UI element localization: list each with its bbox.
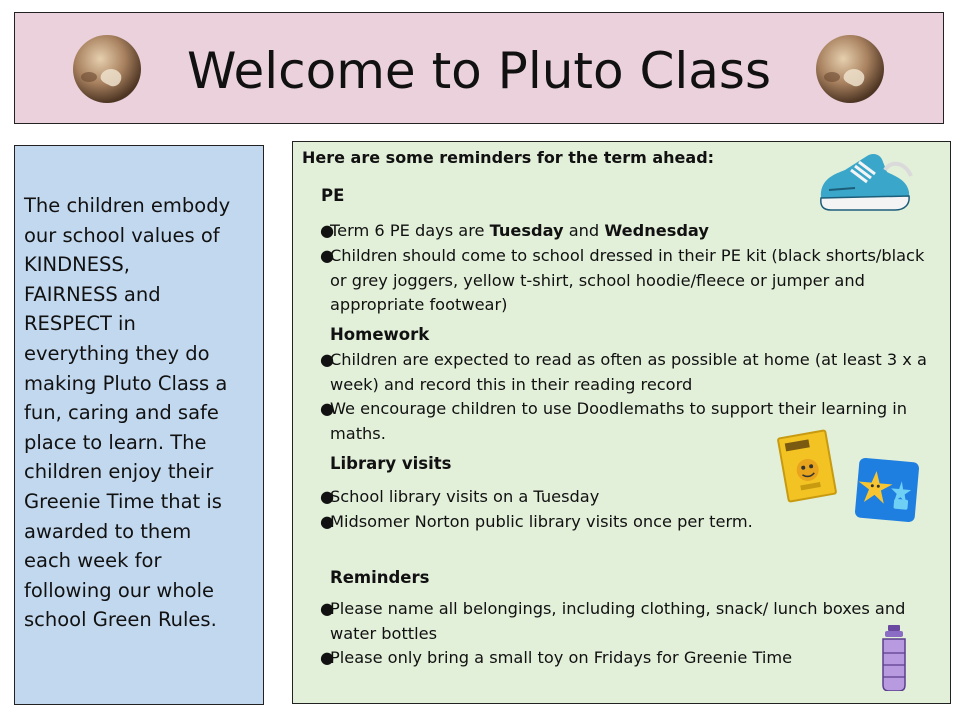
reminder-toy-text: Please only bring a small toy on Fridays for Greenie Time <box>330 648 793 667</box>
reminders-panel <box>292 141 951 704</box>
homework-heading: Homework <box>330 325 430 344</box>
bullet-icon: ● <box>320 512 335 531</box>
bullet-icon: ● <box>320 648 335 667</box>
bullet-icon: ● <box>320 399 335 418</box>
sneaker-icon <box>815 148 915 218</box>
library-heading: Library visits <box>330 454 452 473</box>
bullet-icon: ● <box>320 246 335 265</box>
list-item <box>320 397 942 446</box>
bullet-icon: ● <box>320 221 335 240</box>
reminder-belongings-text: Please name all belongings, including clothing, snack/ lunch boxes and water bottles <box>330 599 906 643</box>
pe-day-wednesday: Wednesday <box>604 221 709 240</box>
list-item <box>320 348 942 397</box>
library-public-text: Midsomer Norton public library visits once per term. <box>330 512 753 531</box>
values-panel <box>14 145 264 705</box>
bullet-icon: ● <box>320 599 335 618</box>
values-text: The children embody our school values of KINDNESS, FAIRNESS and RESPECT in everything they do making Pluto Class a fun, caring and safe place to learn. The children enjoy their Greenie Time that is awarded to them each week for following our whole school Green Rules. <box>24 194 231 632</box>
reminders-heading: Reminders <box>330 568 430 587</box>
library-school-text: School library visits on a Tuesday <box>330 487 600 506</box>
bullet-icon: ● <box>320 487 335 506</box>
homework-doodlemaths-text: We encourage children to use Doodlemaths to support their learning in maths. <box>330 399 908 443</box>
water-bottle-icon <box>877 625 911 691</box>
pe-heading: PE <box>321 186 345 205</box>
list-item <box>320 510 942 535</box>
list-item <box>320 219 942 244</box>
pluto-planet-icon <box>814 33 886 105</box>
bullet-icon: ● <box>320 350 335 369</box>
list-item <box>320 244 942 318</box>
header-banner <box>14 12 944 124</box>
list-item <box>320 597 942 646</box>
homework-reading-text: Children are expected to read as often as possible at home (at least 3 x a week) and record this in their reading record <box>330 350 927 394</box>
reminders-intro: Here are some reminders for the term ahead: <box>302 148 715 167</box>
pe-kit-text: Children should come to school dressed in their PE kit (black shorts/black or grey joggers, yellow t-shirt, school hoodie/fleece or jumper and appropriate footwear) <box>330 246 925 315</box>
page-title: Welcome to Pluto Class <box>186 42 772 100</box>
pe-days-text: Term 6 PE days are Tuesday and Wednesday <box>330 221 709 240</box>
pe-day-tuesday: Tuesday <box>489 221 564 240</box>
list-item <box>320 646 942 671</box>
list-item <box>320 485 942 510</box>
